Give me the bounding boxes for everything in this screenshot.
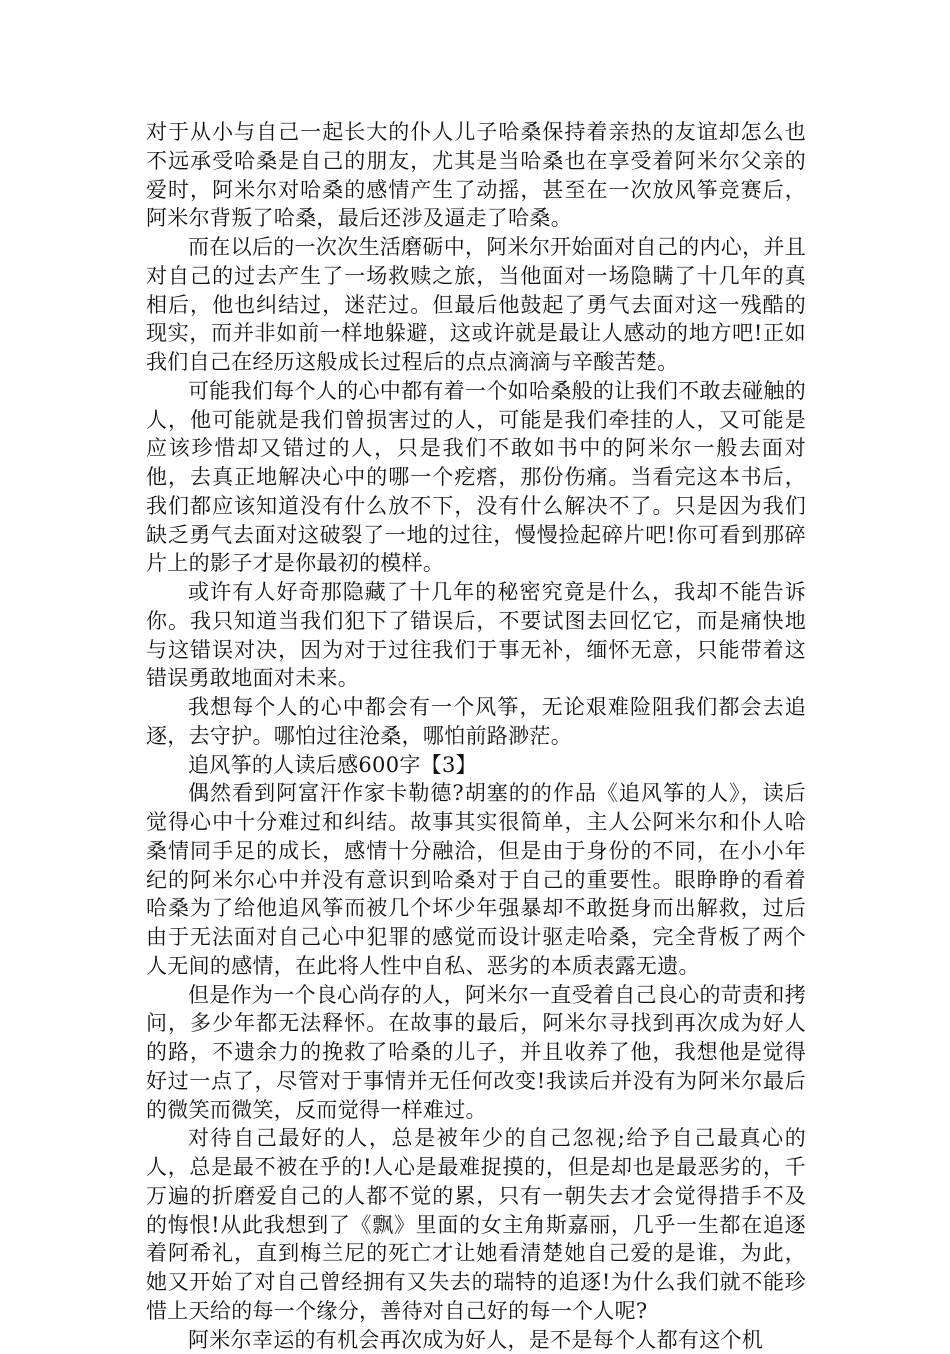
section-heading: 追风筝的人读后感600字【3】 xyxy=(146,751,806,780)
paragraph-4: 或许有人好奇那隐藏了十几年的秘密究竟是什么，我却不能告诉你。我只知道当我们犯下了错误后，不要试图去回忆它，而是痛快地与这错误对决，因为对于过往我们于事无补，缅怀无意，只能带着这错误勇敢地面对未来。 xyxy=(146,578,806,693)
paragraph-2: 而在以后的一次次生活磨砺中，阿米尔开始面对自己的内心，并且对自己的过去产生了一场救赎之旅，当他面对一场隐瞒了十几年的真相后，他也纠结过，迷茫过。但最后他鼓起了勇气去面对这一残酷的现实，而并非如前一样地躲避，这或许就是最让人感动的地方吧!正如我们自己在经历这般成长过程后的点点滴滴与辛酸苦楚。 xyxy=(146,233,806,377)
paragraph-8: 但是作为一个良心尚存的人，阿米尔一直受着自己良心的苛责和拷问，多少年都无法释怀。在故事的最后，阿米尔寻找到再次成为好人的路，不遗余力的挽救了哈桑的儿子，并且收养了他，我想他是觉得好过一点了，尽管对于事情并无任何改变!我读后并没有为阿米尔最后的微笑而微笑，反而觉得一样难过。 xyxy=(146,981,806,1125)
document-page xyxy=(146,118,806,1354)
paragraph-10: 阿米尔幸运的有机会再次成为好人，是不是每个人都有这个机 xyxy=(146,1326,806,1354)
paragraph-5: 我想每个人的心中都会有一个风筝，无论艰难险阻我们都会去追逐，去守护。哪怕过往沧桑，哪怕前路渺茫。 xyxy=(146,693,806,751)
paragraph-1: 对于从小与自己一起长大的仆人儿子哈桑保持着亲热的友谊却怎么也不远承受哈桑是自己的朋友，尤其是当哈桑也在享受着阿米尔父亲的爱时，阿米尔对哈桑的感情产生了动摇，甚至在一次放风筝竞赛后，阿米尔背叛了哈桑，最后还涉及逼走了哈桑。 xyxy=(146,118,806,233)
paragraph-7: 偶然看到阿富汗作家卡勒德?胡塞的的作品《追风筝的人》，读后觉得心中十分难过和纠结。故事其实很简单，主人公阿米尔和仆人哈桑情同手足的成长，感情十分融洽，但是由于身份的不同，在小小年纪的阿米尔心中并没有意识到哈桑对于自己的重要性。眼睁睁的看着哈桑为了给他追风筝而被几个坏少年强暴却不敢挺身而出解救，过后由于无法面对自己心中犯罪的感觉而设计驱走哈桑，完全背板了两个人无间的感情，在此将人性中自私、恶劣的本质表露无遗。 xyxy=(146,779,806,980)
paragraph-3: 可能我们每个人的心中都有着一个如哈桑般的让我们不敢去碰触的人，他可能就是我们曾损害过的人，可能是我们牵挂的人，又可能是应该珍惜却又错过的人，只是我们不敢如书中的阿米尔一般去面对他，去真正地解决心中的哪一个疙瘩，那份伤痛。当看完这本书后，我们都应该知道没有什么放不下，没有什么解决不了。只是因为我们缺乏勇气去面对这破裂了一地的过往，慢慢捡起碎片吧!你可看到那碎片上的影子才是你最初的模样。 xyxy=(146,377,806,578)
paragraph-9: 对待自己最好的人，总是被年少的自己忽视;给予自己最真心的人，总是最不被在乎的!人心是最难捉摸的，但是却也是最恶劣的，千万遍的折磨爱自己的人都不觉的累，只有一朝失去才会觉得措手不及的悔恨!从此我想到了《飘》里面的女主角斯嘉丽，几乎一生都在追逐着阿希礼，直到梅兰尼的死亡才让她看清楚她自己爱的是谁，为此，她又开始了对自己曾经拥有又失去的瑞特的追逐!为什么我们就不能珍惜上天给的每一个缘分，善待对自己好的每一个人呢? xyxy=(146,1124,806,1325)
